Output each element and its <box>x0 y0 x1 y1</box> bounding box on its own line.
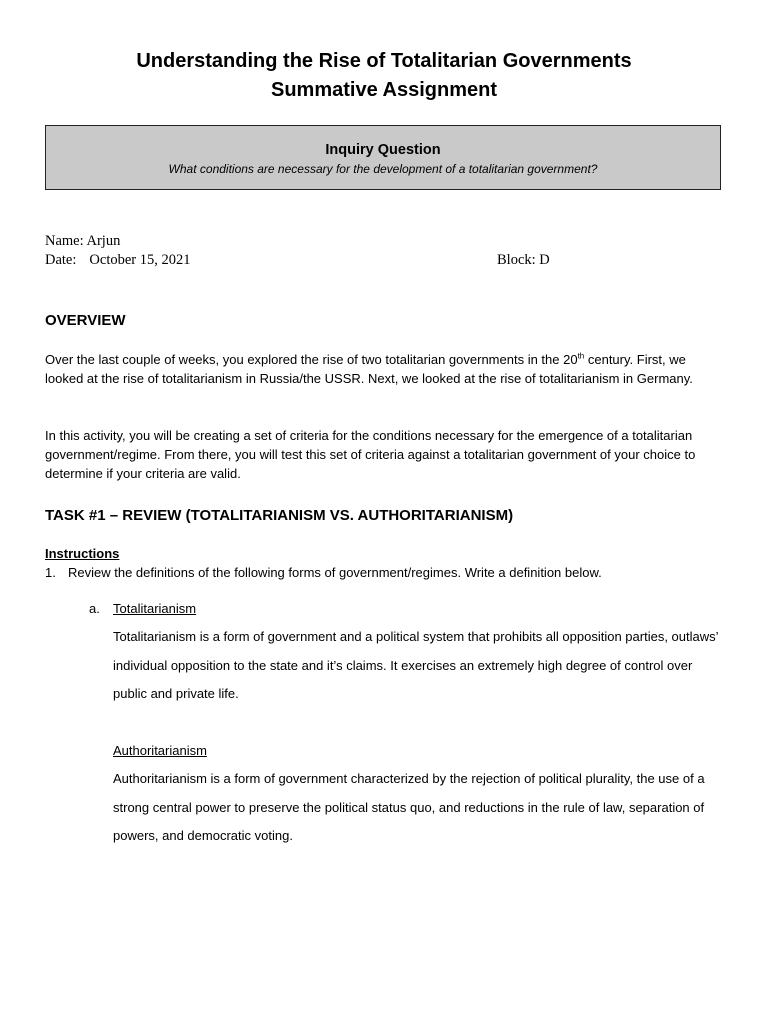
inquiry-question-box <box>45 125 721 190</box>
instructions-label: Instructions <box>45 546 120 561</box>
item-number: 1. <box>45 565 56 580</box>
block-label: Block: <box>497 252 536 268</box>
instruction-item-1 <box>45 565 602 580</box>
overview-p1-text-cont: century. First, we looked at the rise of totalitarianism in Russia/the USSR. Next, we looked at the rise of totalitarianism in Germany. <box>45 352 693 386</box>
authoritarianism-definition: Authoritarianism is a form of government characterized by the rejection of political plurality, the use of a strong central power to preserve the political status quo, and reductions in the rule of law, separation of powers, and democratic voting. <box>113 771 705 843</box>
block-value: D <box>539 252 550 268</box>
date-value: October 15, 2021 <box>89 252 191 268</box>
totalitarianism-definition: Totalitarianism is a form of government and a political system that prohibits all opposition parties, outlaws’ individual opposition to the state and it’s claims. It exercises an extremely high degree of control over public and private life. <box>113 629 719 701</box>
date-line <box>45 252 190 269</box>
inquiry-question: What conditions are necessary for the development of a totalitarian government? <box>168 162 598 176</box>
inquiry-title: Inquiry Question <box>325 142 441 158</box>
document-title-line1: Understanding the Rise of Totalitarian Governments <box>136 50 632 72</box>
block-line <box>497 252 550 269</box>
document-title-line2: Summative Assignment <box>271 79 497 101</box>
overview-p1-text: Over the last couple of weeks, you explored the rise of two totalitarian governments in the 20 <box>45 352 578 367</box>
item-text: Review the definitions of the following forms of government/regimes. Write a definition below. <box>68 565 602 580</box>
date-label: Date: <box>45 252 77 268</box>
name-value: Arjun <box>86 233 121 249</box>
overview-paragraph-2: In this activity, you will be creating a set of criteria for the conditions necessary for the emergence of a totalitarian government/regime. From there, you will test this set of criteria against a totalitarian government of your choice to determine if your criteria are valid. <box>45 428 696 481</box>
overview-paragraph-1 <box>45 350 725 388</box>
task1-heading: TASK #1 – REVIEW (TOTALITARIANISM VS. AUTHORITARIANISM) <box>45 507 514 524</box>
sub-item-letter: a. <box>89 601 100 616</box>
overview-heading: OVERVIEW <box>45 312 126 329</box>
name-label: Name: <box>45 233 84 249</box>
ordinal-superscript: th <box>577 351 585 361</box>
sub-item-a <box>89 601 196 616</box>
totalitarianism-heading: Totalitarianism <box>113 601 197 616</box>
student-name-line <box>45 233 120 250</box>
authoritarianism-heading: Authoritarianism <box>113 743 207 758</box>
